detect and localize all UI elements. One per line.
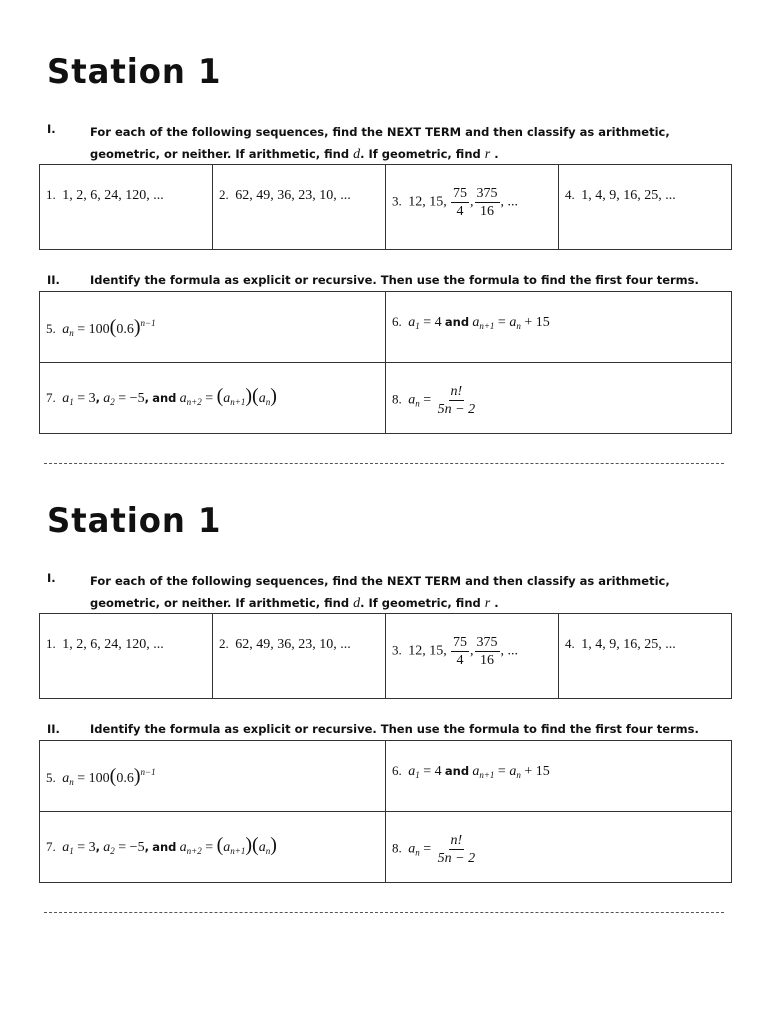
var-r: r: [484, 147, 491, 162]
problem-6: 6. $a_1 = 4$ and $a_{n+1} = a_n + 15$: [392, 314, 550, 331]
part-1-instructions: [90, 570, 730, 615]
problem-6: 6. $a_1 = 4$ and $a_{n+1} = a_n + 15$: [392, 763, 550, 780]
part-1-line-2c: .: [494, 596, 499, 610]
station-title: Station 1: [47, 501, 222, 541]
problem-cell-6: [386, 292, 732, 363]
part-1-numeral: I.: [47, 122, 56, 136]
problem-cell-2: [213, 165, 386, 250]
part-2-instructions: Identify the formula as explicit or recursive. Then use the formula to find the first four terms.: [90, 722, 699, 736]
problem-cell-3: [386, 165, 559, 250]
fraction-75-4: $\frac{75}{4}$: [453, 186, 467, 219]
station-block-1: [0, 0, 770, 470]
problem-3: 3. 12, 15, $\frac{75}{4}$ , $\frac{375}{16}$ , ...: [392, 186, 518, 219]
problem-7: 7. $a_1 = 3$, $a_2 = -5$, and $a_{n+2} = (a_{n+1})(a_n)$: [46, 385, 277, 407]
part-1-line-1: For each of the following sequences, find the NEXT TERM and then classify as arithmetic,: [90, 125, 670, 139]
station-block-2: [0, 449, 770, 919]
var-r: r: [484, 596, 491, 611]
formula-table: [39, 740, 732, 883]
problem-8: 8. $a_n$ = $\frac{n!}{5n - 2}$: [392, 833, 476, 866]
part-2-numeral: II.: [47, 722, 60, 736]
problem-1: 1. 1, 2, 6, 24, 120, ...: [46, 187, 164, 203]
problem-cell-3: [386, 614, 559, 699]
problem-2: 2. 62, 49, 36, 23, 10, ...: [219, 187, 351, 203]
part-1-line-2a: geometric, or neither. If arithmetic, find: [90, 596, 350, 610]
problem-cell-1: [40, 614, 213, 699]
fraction-375-16: $\frac{375}{16}$: [476, 186, 498, 219]
var-d: d: [353, 147, 361, 162]
problem-1: 1. 1, 2, 6, 24, 120, ...: [46, 636, 164, 652]
problem-cell-2: [213, 614, 386, 699]
fraction-375-16: $\frac{375}{16}$: [476, 635, 498, 668]
problem-cell-4: [559, 165, 732, 250]
problem-2: 2. 62, 49, 36, 23, 10, ...: [219, 636, 351, 652]
station-title: Station 1: [47, 52, 222, 92]
problem-cell-8: [386, 812, 732, 883]
problem-5: 5. $a_n = 100(0.6)^{n-1}$: [46, 316, 156, 338]
part-1-line-2b: . If geometric, find: [360, 596, 481, 610]
problem-4: 4. 1, 4, 9, 16, 25, ...: [565, 187, 676, 203]
problem-cell-4: [559, 614, 732, 699]
part-2-numeral: II.: [47, 273, 60, 287]
fraction-n-factorial: $\frac{n!}{5n - 2}$: [437, 833, 476, 866]
problem-cell-7: [40, 363, 386, 434]
cut-line-divider: [44, 912, 724, 913]
part-2-instructions: Identify the formula as explicit or recursive. Then use the formula to find the first four terms.: [90, 273, 699, 287]
problem-cell-8: [386, 363, 732, 434]
formula-table: [39, 291, 732, 434]
problem-cell-1: [40, 165, 213, 250]
problem-cell-5: [40, 292, 386, 363]
part-1-line-1: For each of the following sequences, find the NEXT TERM and then classify as arithmetic,: [90, 574, 670, 588]
problem-5: 5. $a_n = 100(0.6)^{n-1}$: [46, 765, 156, 787]
var-d: d: [353, 596, 361, 611]
problem-cell-7: [40, 812, 386, 883]
problem-8: 8. $a_n$ = $\frac{n!}{5n - 2}$: [392, 384, 476, 417]
sequence-table: [39, 164, 732, 250]
part-1-instructions: [90, 121, 730, 166]
part-1-line-2a: geometric, or neither. If arithmetic, find: [90, 147, 350, 161]
fraction-75-4: $\frac{75}{4}$: [453, 635, 467, 668]
problem-cell-6: [386, 741, 732, 812]
part-1-numeral: I.: [47, 571, 56, 585]
sequence-table: [39, 613, 732, 699]
part-1-line-2c: .: [494, 147, 499, 161]
problem-7: 7. $a_1 = 3$, $a_2 = -5$, and $a_{n+2} = (a_{n+1})(a_n)$: [46, 834, 277, 856]
problem-3: 3. 12, 15, $\frac{75}{4}$ , $\frac{375}{16}$ , ...: [392, 635, 518, 668]
fraction-n-factorial: $\frac{n!}{5n - 2}$: [437, 384, 476, 417]
problem-cell-5: [40, 741, 386, 812]
part-1-line-2b: . If geometric, find: [360, 147, 481, 161]
problem-4: 4. 1, 4, 9, 16, 25, ...: [565, 636, 676, 652]
